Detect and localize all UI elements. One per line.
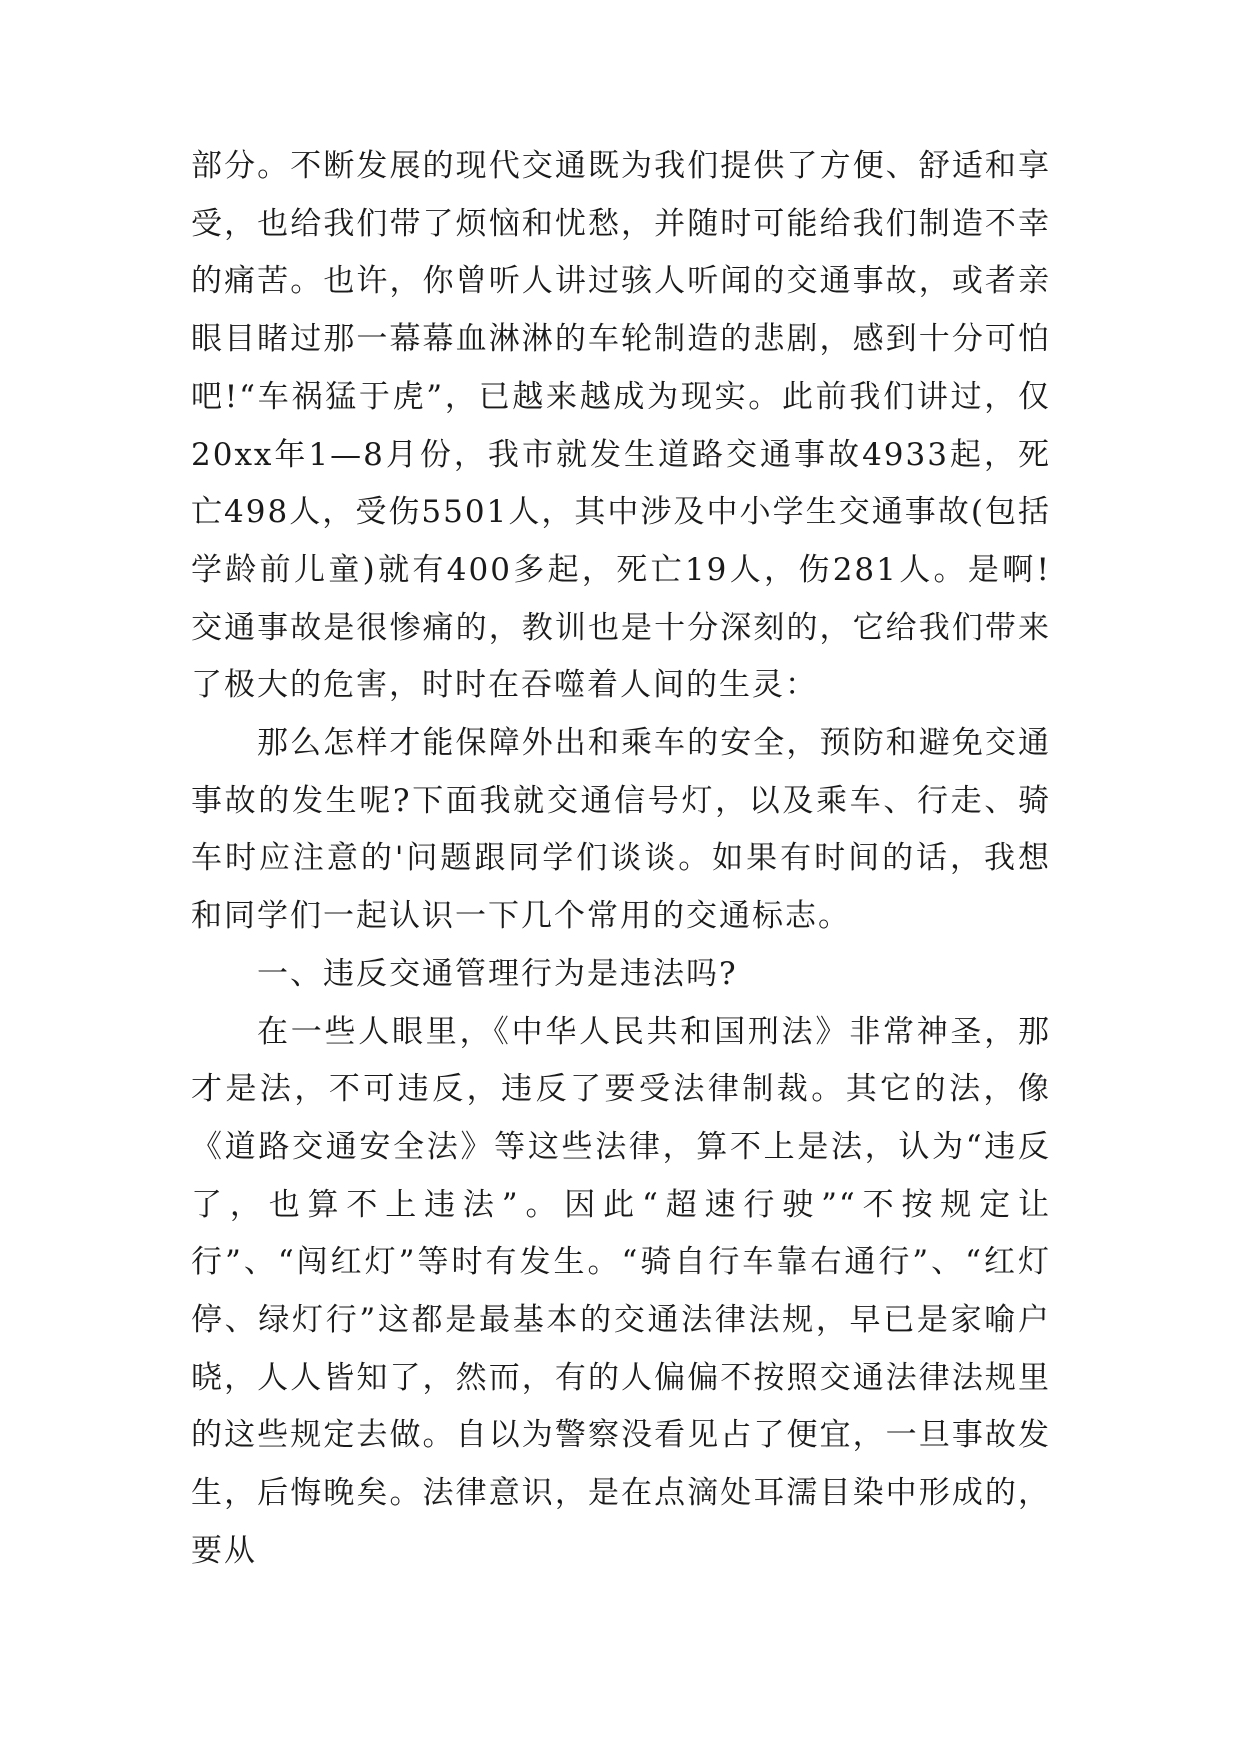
paragraph-3: 在一些人眼里，《中华人民共和国刑法》非常神圣，那才是法，不可违反，违反了要受法律制裁。其它的法，像《道路交通安全法》等这些法律，算不上是法，认为“违反了，也算不上违法”。因此“超速行驶”“不按规定让行”、“闯红灯”等时有发生。“骑自行车靠右通行”、“红灯停、绿灯行”这都是最基本的交通法律法规，早已是家喻户晓，人人皆知了，然而，有的人偏偏不按照交通法律法规里的这些规定去做。自以为警察没看见占了便宜，一旦事故发生，后悔晚矣。法律意识，是在点滴处耳濡目染中形成的，要从	[191, 1013, 1051, 1569]
paragraph-2: 那么怎样才能保障外出和乘车的安全，预防和避免交通事故的发生呢?下面我就交通信号灯，以及乘车、行走、骑车时应注意的'问题跟同学们谈谈。如果有时间的话，我想和同学们一起认识一下几个常用的交通标志。	[191, 725, 1051, 935]
paragraph-1: 部分。不断发展的现代交通既为我们提供了方便、舒适和享受，也给我们带了烦恼和忧愁，并随时可能给我们制造不幸的痛苦。也许，你曾听人讲过骇人听闻的交通事故，或者亲眼目睹过那一幕幕血淋淋的车轮制造的悲剧，感到十分可怕吧!“车祸猛于虎”，已越来越成为现实。此前我们讲过，仅20xx年1—8月份，我市就发生道路交通事故4933起，死亡498人，受伤5501人，其中涉及中小学生交通事故(包括学龄前儿童)就有400多起，死亡19人，伤281人。是啊!交通事故是很惨痛的，教训也是十分深刻的，它给我们带来了极大的危害，时时在吞噬着人间的生灵：	[191, 148, 1051, 704]
document-body	[191, 138, 1051, 1581]
section-heading: 一、违反交通管理行为是违法吗?	[257, 955, 738, 992]
